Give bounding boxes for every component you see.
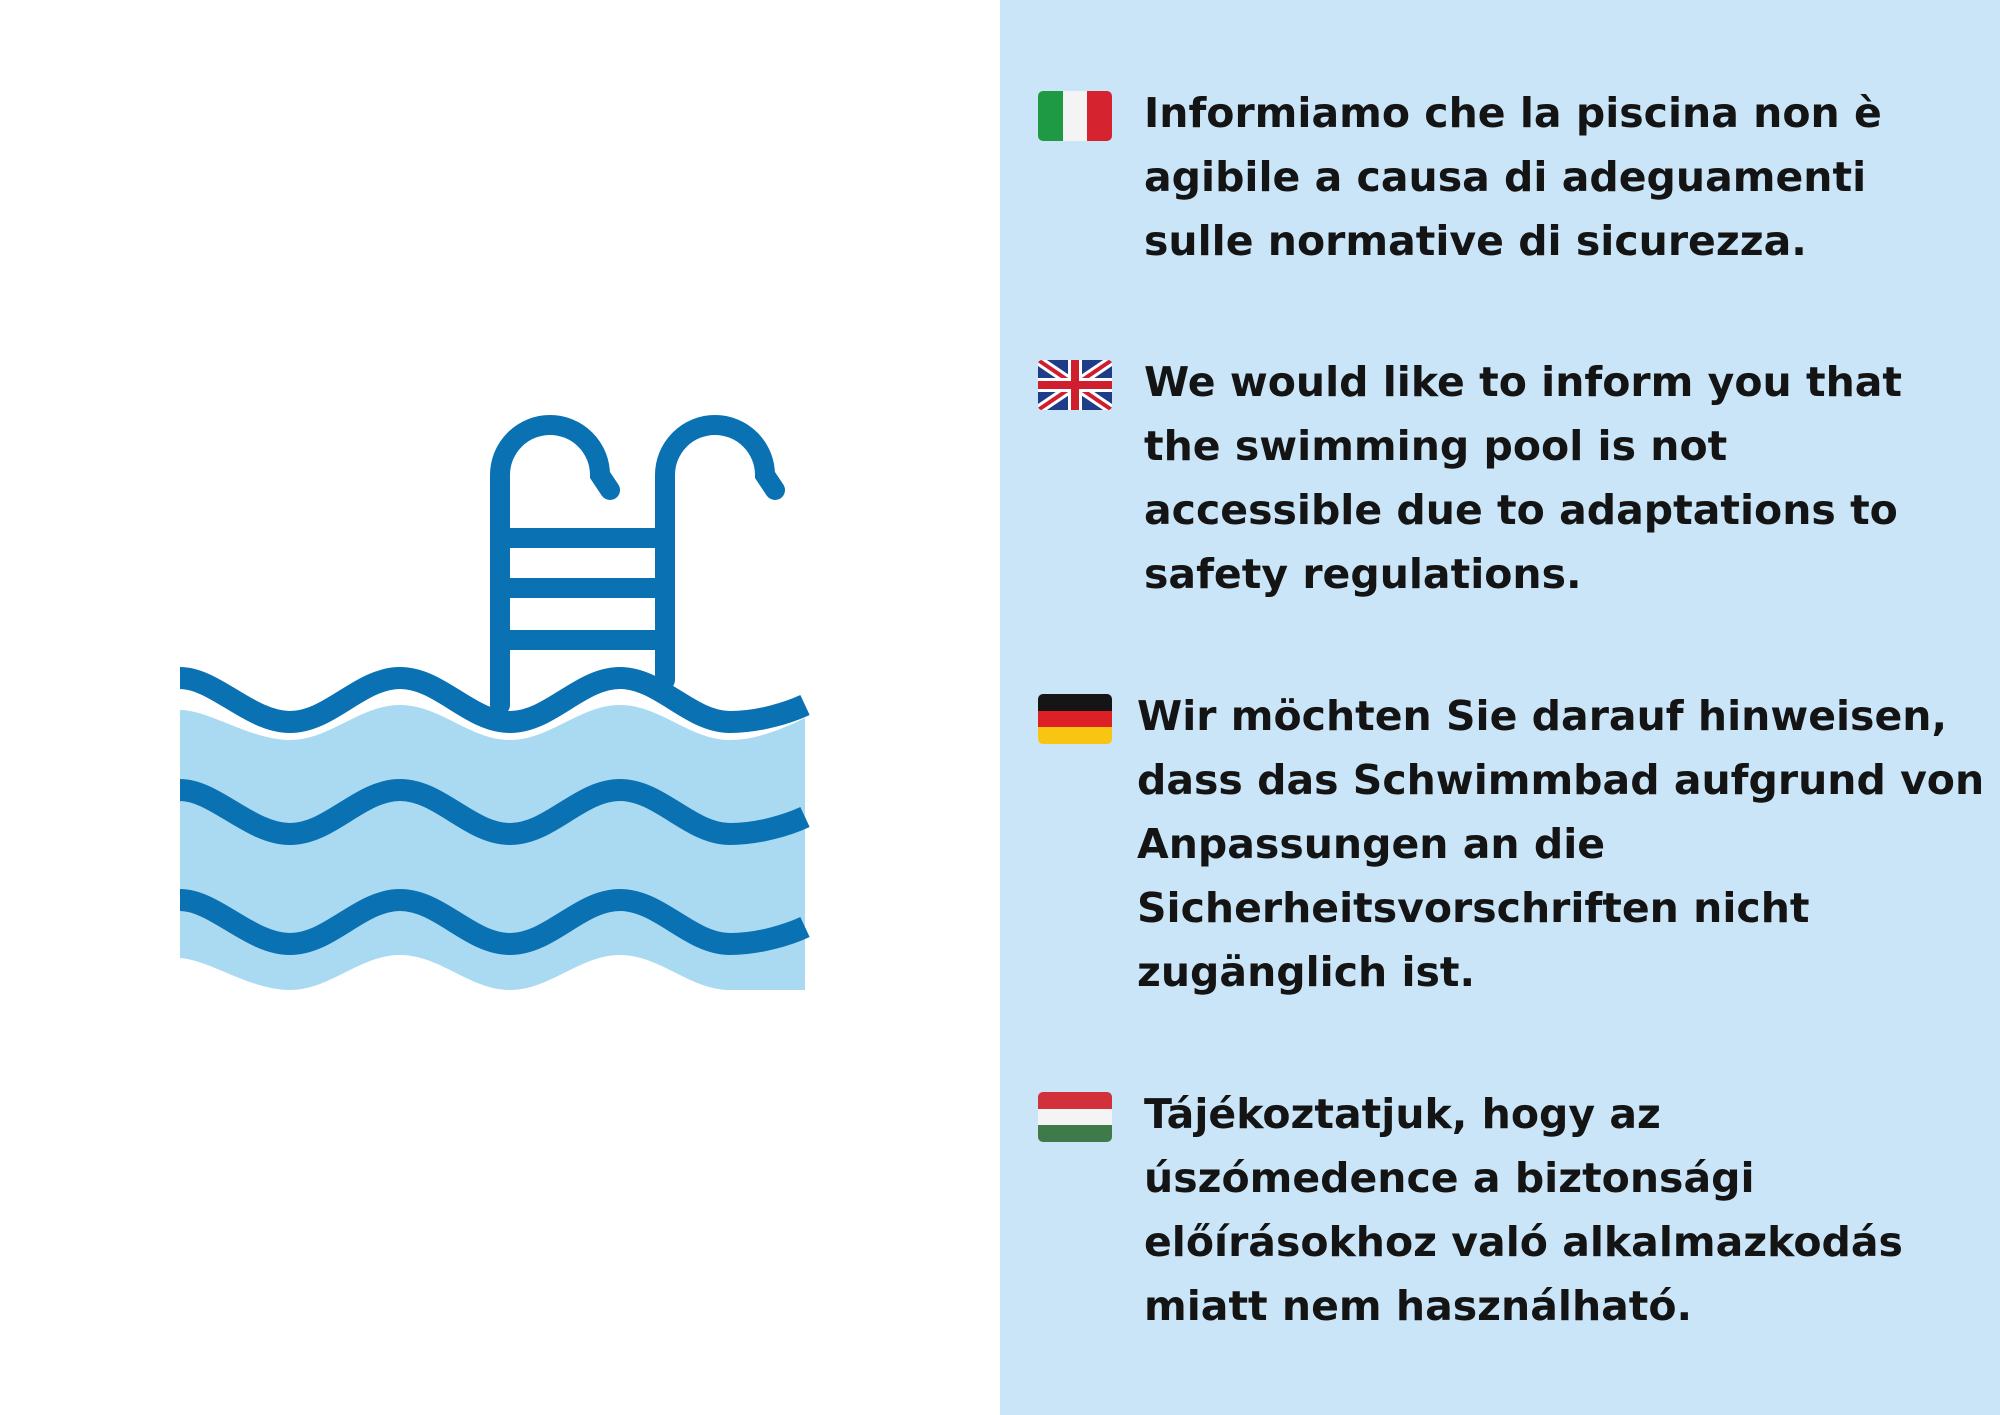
notice-text-german: Wir möchten Sie darauf hinweisen, dass das Schwimmbad aufgrund von Anpassungen an die Sicherheitsvorschriften nicht zugänglich ist. (1137, 692, 1985, 996)
notice-text-hungarian: Tájékoztatjuk, hogy az úszómedence a biztonsági előírásokhoz való alkalmazkodás miatt nem használható. (1144, 1090, 1903, 1330)
italy-flag-icon (1038, 91, 1112, 141)
uk-flag-icon (1038, 360, 1112, 410)
notice-text-english: We would like to inform you that the swimming pool is not accessible due to adaptations to safety regulations. (1144, 358, 1903, 598)
germany-flag-icon (1038, 694, 1112, 744)
notice-text-italian: Informiamo che la piscina non è agibile a causa di adeguamenti sulle normative di sicurezza. (1144, 89, 1882, 265)
swimming-pool-ladder-icon (170, 415, 810, 1005)
hungary-flag-icon (1038, 1092, 1112, 1142)
